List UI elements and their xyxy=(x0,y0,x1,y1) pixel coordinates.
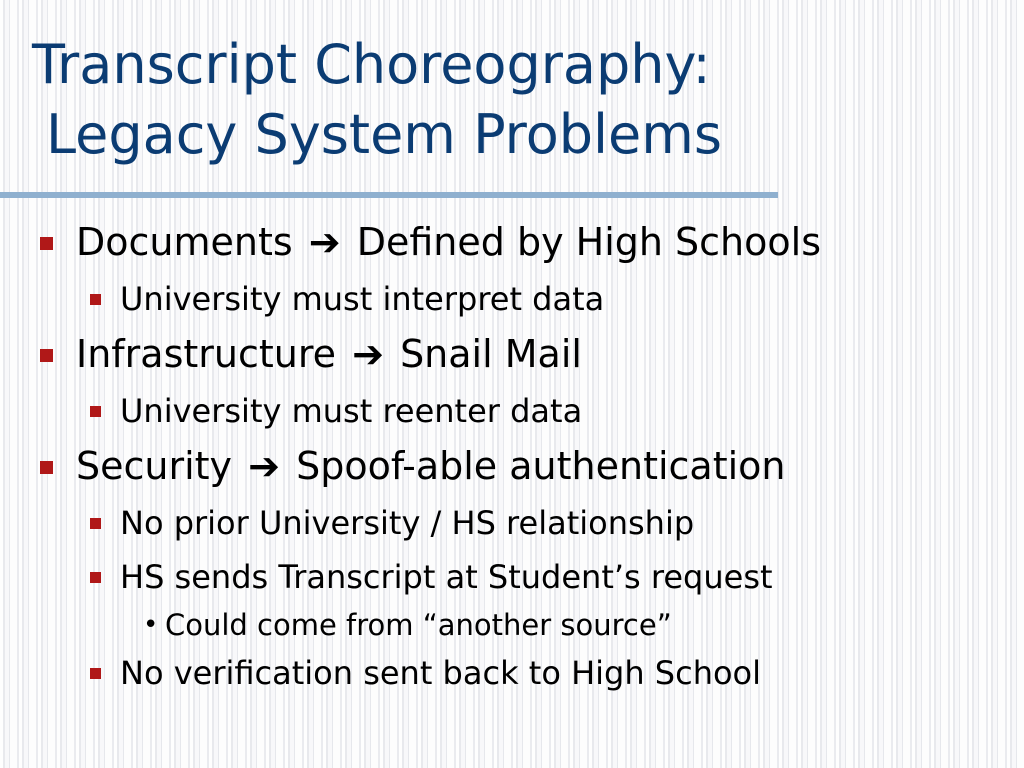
square-bullet-icon xyxy=(90,668,101,679)
right-arrow-icon: ➔ xyxy=(352,332,384,376)
right-arrow-icon: ➔ xyxy=(248,444,280,488)
bullet-security xyxy=(76,443,786,489)
bullet-text-before: Security xyxy=(76,444,233,488)
bullet-text-before: Documents xyxy=(76,220,293,264)
sub-bullet-text: No verification sent back to High School xyxy=(120,654,762,692)
sub-bullet-text: HS sends Transcript at Student’s request xyxy=(120,558,773,596)
sub-bullet-text: University must reenter data xyxy=(120,392,583,430)
square-bullet-icon xyxy=(90,294,101,305)
square-bullet-icon xyxy=(90,406,101,417)
sub-bullet-text: University must interpret data xyxy=(120,280,605,318)
bullet-infrastructure xyxy=(76,331,582,377)
title-line-2: Legacy System Problems xyxy=(46,103,722,166)
dot-bullet-icon: • xyxy=(143,610,159,640)
title-line-1: Transcript Choreography: xyxy=(32,33,711,96)
sub-sub-bullet-another-source xyxy=(143,607,672,643)
sub-bullet-reenter xyxy=(120,391,582,431)
bullet-text-after: Defined by High Schools xyxy=(356,220,821,264)
sub-bullet-student-request xyxy=(120,557,773,597)
sub-bullet-text: No prior University / HS relationship xyxy=(120,504,695,542)
sub-bullet-verification xyxy=(120,653,761,693)
square-bullet-icon xyxy=(40,237,53,250)
square-bullet-icon xyxy=(40,461,53,474)
square-bullet-icon xyxy=(40,349,53,362)
sub-bullet-interpret xyxy=(120,279,604,319)
bullet-documents xyxy=(76,219,821,265)
square-bullet-icon xyxy=(90,518,101,529)
bullet-text-after: Spoof-able authentication xyxy=(296,444,786,488)
bullet-text-after: Snail Mail xyxy=(400,332,582,376)
sub-sub-bullet-text: Could come from “another source” xyxy=(165,608,672,642)
bullet-text-before: Infrastructure xyxy=(76,332,337,376)
right-arrow-icon: ➔ xyxy=(308,220,341,264)
square-bullet-icon xyxy=(90,572,101,583)
sub-bullet-relationship xyxy=(120,503,694,543)
